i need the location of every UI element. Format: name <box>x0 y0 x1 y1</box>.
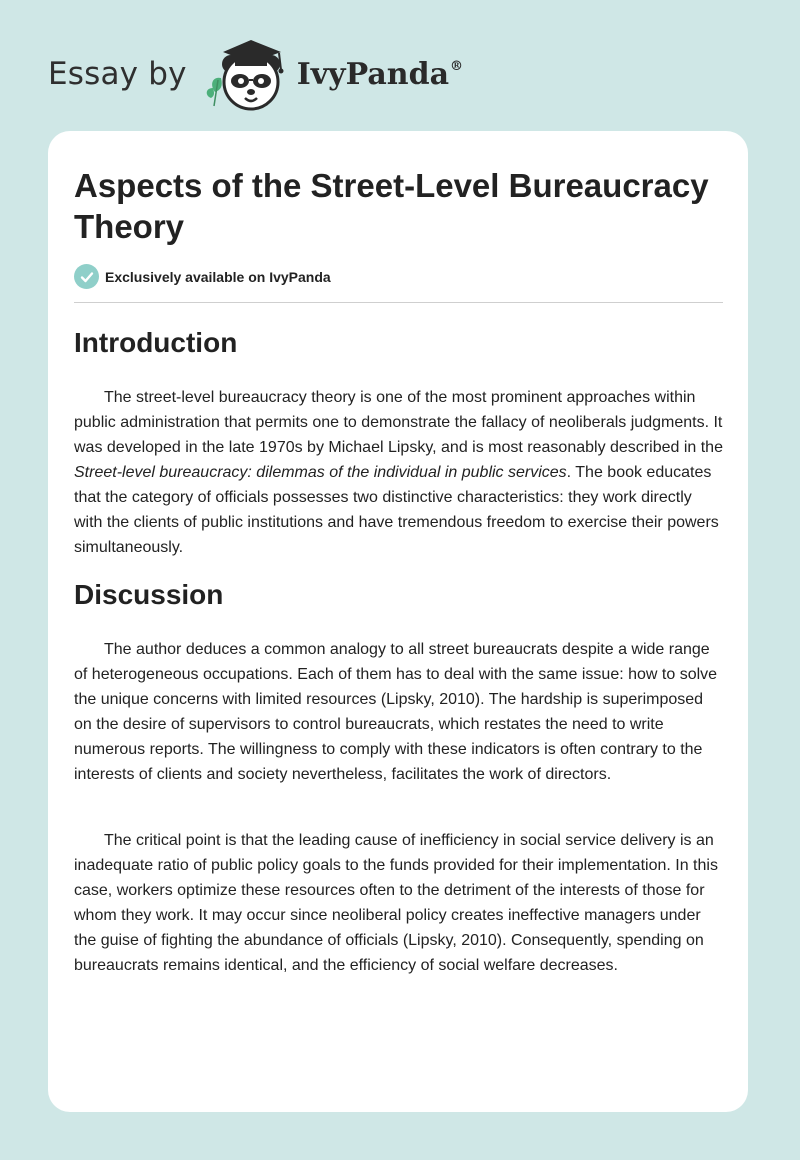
paragraph-introduction: The street-level bureaucracy theory is one of the most prominent approaches within public administration that permits one to demonstrate the fallacy of neoliberals judgments. It was developed in the late 1970s by Michael Lipsky, and is most reasonably described in the Street-level bureaucracy: dilemmas of the individual in public services. The book educates that the category of officials possesses two distinctive characteristics: they work directly with the clients of public institutions and have tremendous freedom to exercise their powers simultaneously. <box>74 389 723 556</box>
section-heading-discussion: Discussion <box>74 579 224 610</box>
exclusive-badge <box>74 264 331 289</box>
badge-text: Exclusively available on IvyPanda <box>105 268 331 285</box>
brand-header[interactable] <box>48 36 463 112</box>
page-title: Aspects of the Street-Level Bureaucracy Theory <box>74 167 709 245</box>
essay-card <box>48 131 748 1112</box>
paragraph-discussion-2: The critical point is that the leading cause of inefficiency in social service delivery is an inadequate ratio of public policy goals to the funds provided for their implementation. In this case, workers optimize these resources often to the detriment of the interests of those for whom they work. It may occur since neoliberal policy creates ineffective managers under the guise of fighting the abundance of officials (Lipsky, 2010). Consequently, spending on bureaucrats remains identical, and the efficiency of social welfare decreases. <box>74 832 718 974</box>
panda-logo-icon <box>201 36 293 112</box>
brand-name: IvyPanda® <box>296 56 464 92</box>
check-icon <box>74 264 99 289</box>
divider <box>74 302 723 303</box>
brand-prefix: Essay by <box>48 56 187 92</box>
section-heading-introduction: Introduction <box>74 327 238 358</box>
paragraph-discussion-1: The author deduces a common analogy to all street bureaucrats despite a wide range of heterogeneous occupations. Each of them has to deal with the same issue: how to solve the unique concerns with limited resources (Lipsky, 2010). The hardship is superimposed on the desire of supervisors to control bureaucrats, which restates the need to write numerous reports. The willingness to comply with these indicators is often contrary to the interests of clients and society nevertheless, facilitates the work of directors. <box>74 641 718 783</box>
